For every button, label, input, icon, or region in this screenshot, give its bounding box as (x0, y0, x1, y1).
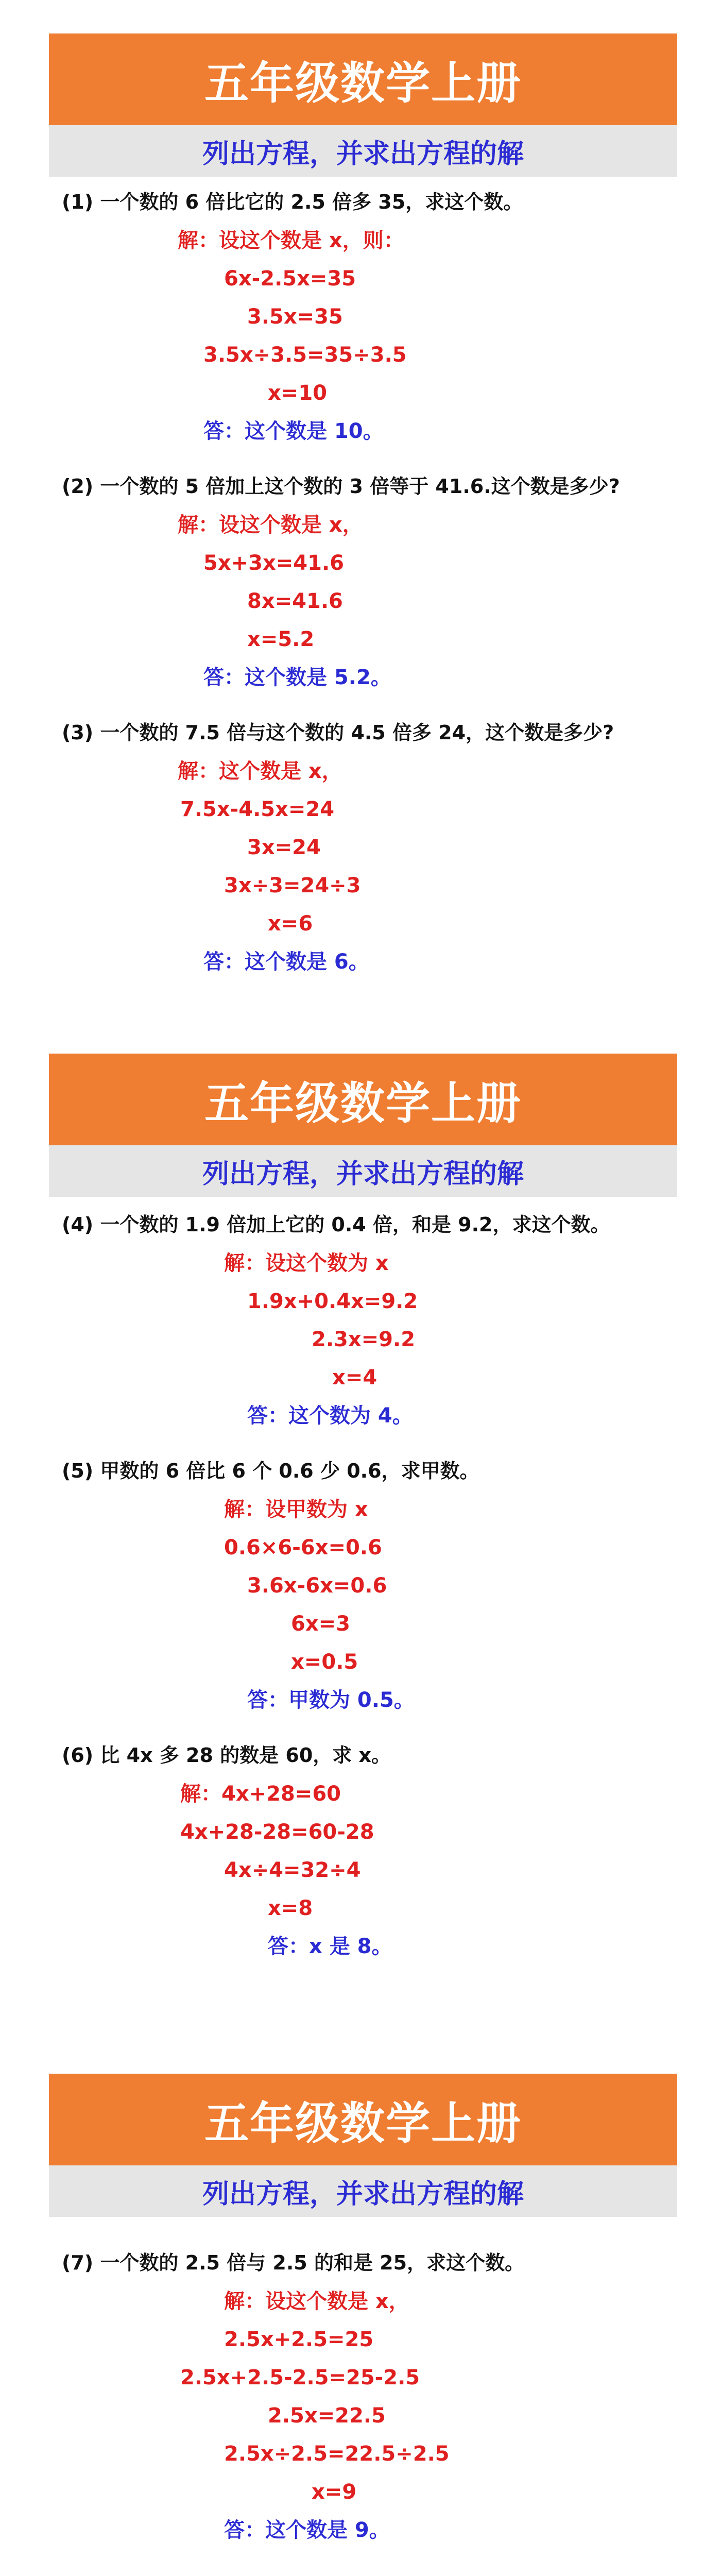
problem-2-answer: 答：这个数是 5.2。 (203, 666, 391, 689)
problem-4-question: (4) 一个数的 1.9 倍加上它的 0.4 倍，和是 9.2，求这个数。 (62, 1213, 610, 1236)
problem-1-step-5: x=10 (268, 381, 327, 405)
problem-1-step-2: 6x-2.5x=35 (224, 267, 356, 291)
problem-2-step-3: 8x=41.6 (247, 589, 343, 613)
problem-2-step-4: x=5.2 (247, 628, 315, 651)
problem-7-step-4: 2.5x=22.5 (268, 2404, 386, 2428)
problem-2-step-1: 解：设这个数是 x， (178, 513, 363, 537)
problem-5-question: (5) 甲数的 6 倍比 6 个 0.6 少 0.6，求甲数。 (62, 1460, 479, 1482)
problem-3-step-1: 解：这个数是 x， (178, 759, 342, 783)
problem-1-question: (1) 一个数的 6 倍比它的 2.5 倍多 35，求这个数。 (62, 191, 523, 213)
problem-7-step-3: 2.5x+2.5-2.5=25-2.5 (180, 2366, 420, 2389)
problem-7-step-6: x=9 (312, 2480, 357, 2504)
problem-5-step-4: 6x=3 (291, 1612, 350, 1636)
problem-5-answer: 答：甲数为 0.5。 (247, 1688, 415, 1712)
problem-5-step-5: x=0.5 (291, 1650, 358, 1674)
problem-1-step-4: 3.5x÷3.5=35÷3.5 (203, 343, 407, 367)
section-subtitle: 列出方程，并求出方程的解 (49, 125, 677, 177)
problem-4-step-2: 1.9x+0.4x=9.2 (247, 1290, 418, 1313)
problem-4-step-1: 解：设这个数为 x (224, 1251, 389, 1275)
problem-6-answer: 答：x 是 8。 (268, 1935, 392, 1958)
problem-4-step-4: x=4 (332, 1366, 377, 1389)
problem-3-question: (3) 一个数的 7.5 倍与这个数的 4.5 倍多 24，这个数是多少? (62, 721, 614, 744)
problem-5-step-1: 解：设甲数为 x (224, 1498, 368, 1521)
problem-1-step-3: 3.5x=35 (247, 305, 343, 329)
problem-6-step-1: 解：4x+28=60 (180, 1782, 341, 1806)
problem-3-step-5: x=6 (268, 912, 313, 936)
problem-6-step-2: 4x+28-28=60-28 (180, 1820, 374, 1844)
problem-2-question: (2) 一个数的 5 倍加上这个数的 3 倍等于 41.6.这个数是多少? (62, 475, 620, 498)
problem-7-question: (7) 一个数的 2.5 倍与 2.5 的和是 25，求这个数。 (62, 2251, 525, 2274)
section-subtitle: 列出方程，并求出方程的解 (49, 2165, 677, 2217)
problem-3-answer: 答：这个数是 6。 (203, 950, 369, 974)
problem-7-step-5: 2.5x÷2.5=22.5÷2.5 (224, 2442, 450, 2466)
section-title: 五年级数学上册 (49, 33, 677, 125)
problem-1-step-1: 解：设这个数是 x，则： (178, 229, 404, 252)
problem-7-step-1: 解：设这个数是 x， (224, 2290, 409, 2313)
problem-5-step-3: 3.6x-6x=0.6 (247, 1574, 387, 1598)
problem-2-step-2: 5x+3x=41.6 (203, 551, 344, 575)
section-subtitle: 列出方程，并求出方程的解 (49, 1145, 677, 1197)
problem-7-step-2: 2.5x+2.5=25 (224, 2328, 374, 2351)
problem-6-step-3: 4x÷4=32÷4 (224, 1858, 361, 1882)
problem-4-step-3: 2.3x=9.2 (312, 1328, 416, 1351)
problem-3-step-3: 3x=24 (247, 836, 321, 859)
problem-3-step-4: 3x÷3=24÷3 (224, 874, 361, 897)
problem-7-answer: 答：这个数是 9。 (224, 2518, 390, 2542)
problem-5-step-2: 0.6×6-6x=0.6 (224, 1536, 382, 1560)
problem-1-answer: 答：这个数是 10。 (203, 419, 384, 443)
problem-3-step-2: 7.5x-4.5x=24 (180, 798, 335, 821)
section-title: 五年级数学上册 (49, 1054, 677, 1145)
section-title: 五年级数学上册 (49, 2074, 677, 2165)
problem-6-question: (6) 比 4x 多 28 的数是 60，求 x。 (62, 1744, 391, 1767)
problem-6-step-4: x=8 (268, 1896, 313, 1920)
problem-4-answer: 答：这个数为 4。 (247, 1404, 413, 1428)
